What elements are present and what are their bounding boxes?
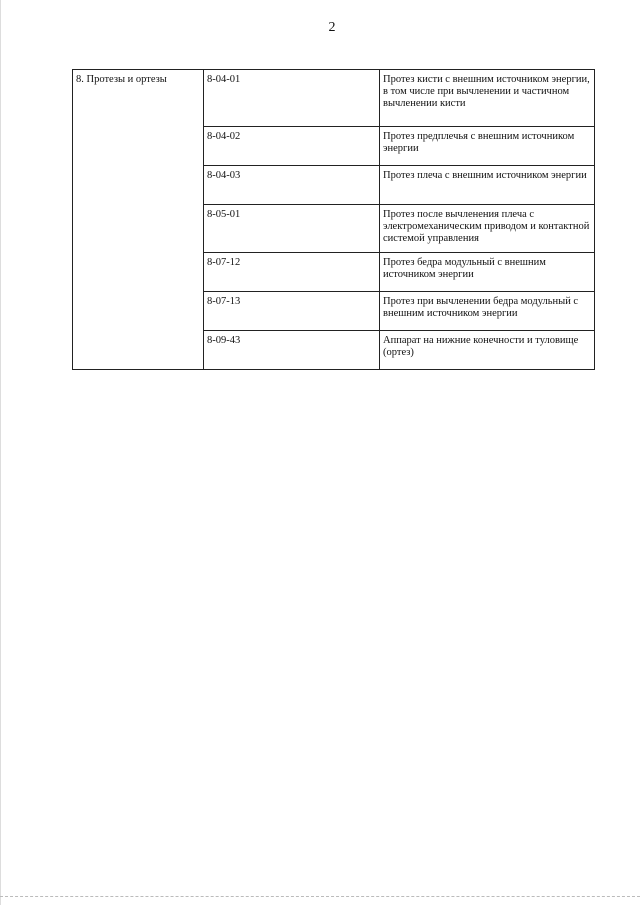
page-number: 2 xyxy=(328,20,336,35)
description-cell: Протез кисти с внешним источником энергии, в том числе при вычленении и частичном вычленении кисти xyxy=(380,70,595,127)
description-cell: Протез бедра модульный с внешним источником энергии xyxy=(380,253,595,292)
code-cell: 8-07-13 xyxy=(204,292,380,331)
code-cell: 8-09-43 xyxy=(204,331,380,370)
code-cell: 8-04-01 xyxy=(204,70,380,127)
description-cell: Протез предплечья с внешним источником энергии xyxy=(380,127,595,166)
page-bottom-line xyxy=(0,896,640,897)
code-cell: 8-04-03 xyxy=(204,166,380,205)
description-cell: Аппарат на нижние конечности и туловище (ортез) xyxy=(380,331,595,370)
description-cell: Протез плеча с внешним источником энергии xyxy=(380,166,595,205)
prosthesis-table xyxy=(72,69,595,370)
code-cell: 8-04-02 xyxy=(204,127,380,166)
description-cell: Протез после вычленения плеча с электромеханическим приводом и контактной системой управления xyxy=(380,205,595,253)
code-cell: 8-07-12 xyxy=(204,253,380,292)
code-cell: 8-05-01 xyxy=(204,205,380,253)
page-edge-line xyxy=(0,0,1,905)
group-label-cell: 8. Протезы и ортезы xyxy=(73,70,204,370)
table-row xyxy=(73,70,595,127)
description-cell: Протез при вычленении бедра модульный с внешним источником энергии xyxy=(380,292,595,331)
